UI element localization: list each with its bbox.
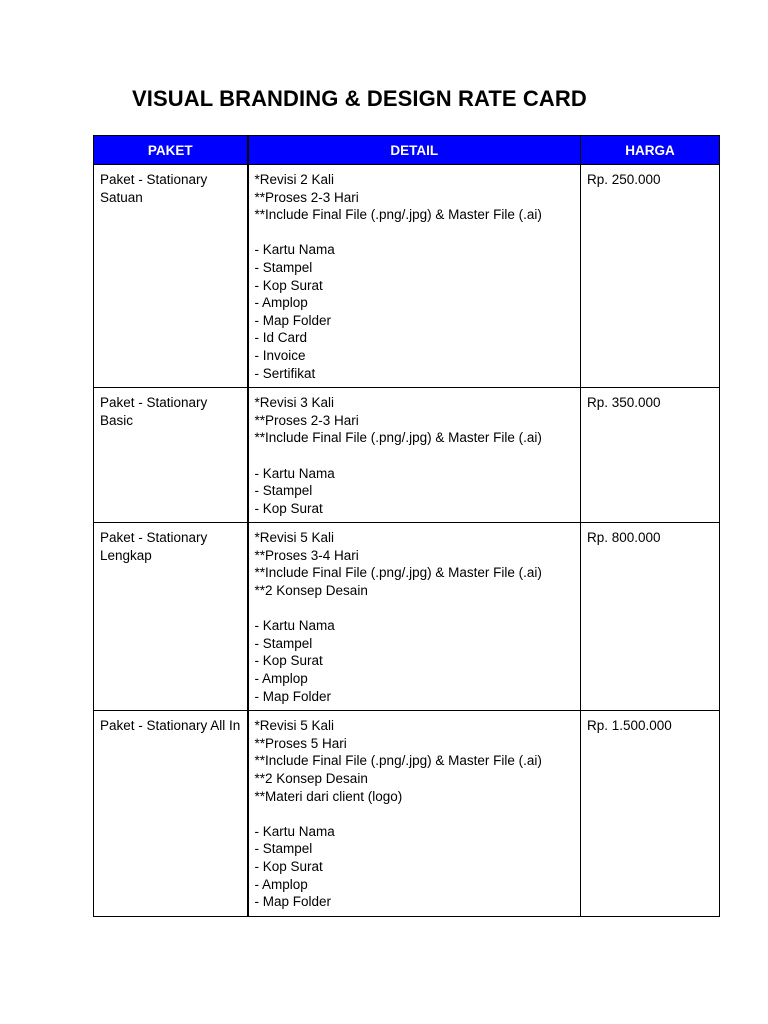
rate-card-table [93,135,720,917]
detail-line: **2 Konsep Desain [254,771,368,786]
detail-line: - Kartu Nama [254,242,335,258]
detail-line: - Stampel [254,259,313,275]
detail-line: - Kartu Nama [254,465,335,481]
page-title: VISUAL BRANDING & DESIGN RATE CARD [132,86,587,111]
detail-line: - Kop Surat [254,653,323,669]
detail-line: **Include Final File (.png/.jpg) & Master File (.ai) [254,753,542,769]
detail-line: - Kop Surat [254,277,323,293]
detail-line: - Map Folder [254,688,332,704]
detail-line: - Kartu Nama [254,618,335,634]
package-price-cell: Rp. 350.000 [581,388,720,523]
detail-line: **Include Final File (.png/.jpg) & Master File (.ai) [254,207,542,223]
detail-line: - Stampel [254,483,313,499]
detail-line: **Proses 2-3 Hari [254,412,359,428]
table-row [94,165,720,388]
package-price-cell: Rp. 1.500.000 [581,711,720,917]
detail-line: - Sertifikat [254,365,316,381]
package-name-cell: Paket - Stationary All In [94,711,248,917]
detail-line: - Amplop [254,876,308,892]
detail-line: - Map Folder [254,894,332,910]
detail-line: - Amplop [254,295,308,311]
package-detail-cell [248,711,581,917]
detail-line: **Include Final File (.png/.jpg) & Master File (.ai) [254,565,542,581]
detail-spacer [255,600,575,618]
header-detail: DETAIL [248,136,581,165]
table-row [94,388,720,523]
detail-line: **Materi dari client (logo) [254,788,403,804]
table-row [94,523,720,711]
detail-spacer [255,224,575,242]
table-header-row [94,136,720,165]
detail-line: - Invoice [254,347,306,363]
detail-spacer [255,805,575,823]
package-detail-cell [248,388,581,523]
detail-line: **2 Konsep Desain [254,583,368,599]
detail-line: - Id Card [254,330,308,346]
table-body [94,165,720,917]
detail-line: **Proses 2-3 Hari [254,189,359,205]
detail-line: - Kartu Nama [254,823,335,839]
detail-line: *Revisi 5 Kali [254,530,335,546]
detail-line: *Revisi 3 Kali [254,395,335,411]
package-name-cell: Paket - Stationary Lengkap [94,523,248,711]
detail-line: *Revisi 5 Kali [254,718,335,734]
detail-line: - Kop Surat [254,500,323,516]
table-row [94,711,720,917]
detail-line: *Revisi 2 Kali [254,172,335,187]
header-harga: HARGA [581,136,720,165]
detail-line: - Map Folder [254,312,332,328]
package-price-cell: Rp. 800.000 [581,523,720,711]
detail-line: - Stampel [254,635,313,651]
header-paket: PAKET [94,136,248,165]
detail-line: - Amplop [254,671,308,687]
detail-line: - Kop Surat [254,858,323,874]
detail-line: **Proses 5 Hari [254,735,347,751]
package-name-cell: Paket - Stationary Satuan [94,165,248,388]
package-name-cell: Paket - Stationary Basic [94,388,248,523]
detail-line: **Proses 3-4 Hari [254,547,359,563]
package-detail-cell [248,165,581,388]
package-price-cell: Rp. 250.000 [581,165,720,388]
package-detail-cell [248,523,581,711]
detail-spacer [255,447,575,465]
detail-line: - Stampel [254,841,313,857]
detail-line: **Include Final File (.png/.jpg) & Master File (.ai) [254,430,542,446]
